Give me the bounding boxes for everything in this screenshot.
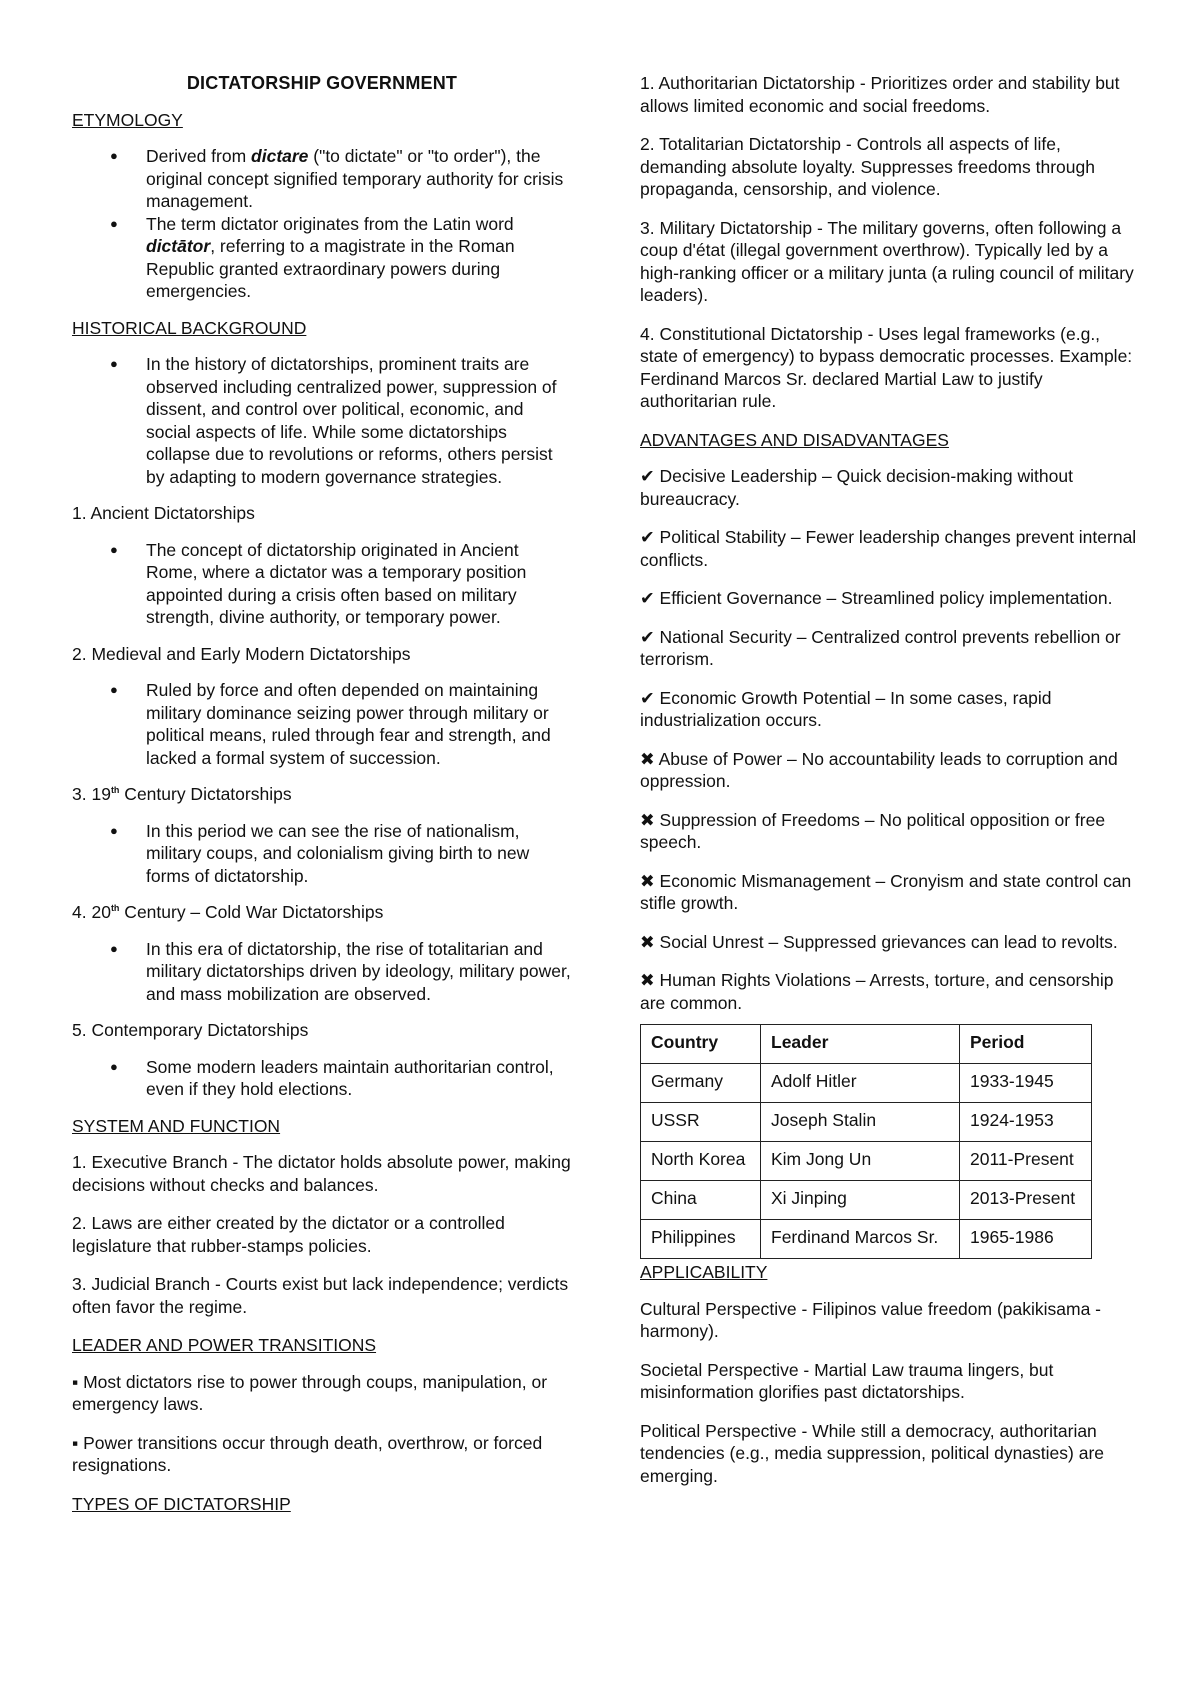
period-list xyxy=(72,679,572,769)
paragraph: 1. Authoritarian Dictatorship - Prioritizes order and stability but allows limited economic and social freedoms. xyxy=(640,73,1120,116)
list-item: ● The concept of dictatorship originated in Ancient Rome, where a dictator was a temporary position appointed during a crisis often based on military strength, divine authority, or temporary power. xyxy=(110,539,527,627)
table-cell: Germany xyxy=(641,1064,761,1103)
left-column xyxy=(72,72,572,1529)
advantage-item: ✔ Efficient Governance – Streamlined policy implementation. xyxy=(640,588,1113,608)
document-title: DICTATORSHIP GOVERNMENT xyxy=(186,73,458,93)
paragraph: Cultural Perspective - Filipinos value freedom (pakikisama - harmony). xyxy=(640,1298,1102,1341)
paragraph: 3. Military Dictatorship - The military governs, often following a coup d'état (illegal government overthrow). Typically led by a high-ranking officer or a military junta (a ruling council of military leaders). xyxy=(640,217,1134,305)
advantage-item: ✔ Economic Growth Potential – In some cases, rapid industrialization occurs. xyxy=(640,687,1052,730)
table-cell: China xyxy=(641,1181,761,1220)
table-row xyxy=(641,1142,1092,1181)
etymology-heading: ETYMOLOGY xyxy=(72,109,183,130)
table-cell: USSR xyxy=(641,1103,761,1142)
table-cell: Xi Jinping xyxy=(761,1181,960,1220)
period-list xyxy=(72,820,572,888)
table-cell: Ferdinand Marcos Sr. xyxy=(761,1220,960,1259)
table-cell: 2013-Present xyxy=(960,1181,1092,1220)
period-list xyxy=(72,539,572,629)
disadvantage-item: ✖ Human Rights Violations – Arrests, torture, and censorship are common. xyxy=(640,970,1114,1013)
bullet-icon: ● xyxy=(110,148,118,163)
table-cell: Joseph Stalin xyxy=(761,1103,960,1142)
advdis-heading: ADVANTAGES AND DISADVANTAGES xyxy=(640,429,949,450)
period-list xyxy=(72,938,572,1006)
bullet-icon: ● xyxy=(110,541,118,557)
period-title: 3. 19th Century Dictatorships xyxy=(72,784,292,804)
leaders-table xyxy=(640,1024,1092,1259)
paragraph: 4. Constitutional Dictatorship - Uses legal frameworks (e.g., state of emergency) to bypass democratic processes. Example: Ferdinand Marcos Sr. declared Martial Law to justify authoritarian rule. xyxy=(640,323,1133,411)
list-item: ● Ruled by force and often depended on maintaining military dominance seizing power through military or political means, ruled through fear and strength, and lacked a formal system of succession. xyxy=(110,680,551,768)
list-item: ● In this period we can see the rise of nationalism, military coups, and colonialism giving birth to new forms of dictatorship. xyxy=(110,820,530,886)
table-cell: 2011-Present xyxy=(960,1142,1092,1181)
period-title: 5. Contemporary Dictatorships xyxy=(72,1020,309,1040)
advantage-item: ✔ Decisive Leadership – Quick decision-making without bureaucracy. xyxy=(640,466,1073,509)
paragraph: 2. Laws are either created by the dictator or a controlled legislature that rubber-stamps policies. xyxy=(72,1213,505,1256)
paragraph: Political Perspective - While still a democracy, authoritarian tendencies (e.g., media suppression, political dynasties) are emerging. xyxy=(640,1420,1104,1486)
period-title: 2. Medieval and Early Modern Dictatorships xyxy=(72,643,411,664)
advantage-item: ✔ Political Stability – Fewer leadership changes prevent internal conflicts. xyxy=(640,527,1137,570)
paragraph: ▪ Power transitions occur through death, overthrow, or forced resignations. xyxy=(72,1432,543,1475)
latin-term: dictātor xyxy=(146,236,211,256)
bullet-icon: ● xyxy=(110,215,118,231)
list-item: ● Some modern leaders maintain authoritarian control, even if they hold elections. xyxy=(110,1056,554,1099)
table-cell: 1933-1945 xyxy=(960,1064,1092,1103)
table-cell: Adolf Hitler xyxy=(761,1064,960,1103)
cross-icon: ✖ xyxy=(640,870,655,891)
latin-term: dictare xyxy=(251,146,309,166)
table-cell: North Korea xyxy=(641,1142,761,1181)
check-icon: ✔ xyxy=(640,466,655,486)
period-list xyxy=(72,1056,572,1101)
system-heading: SYSTEM AND FUNCTION xyxy=(72,1115,281,1136)
types-heading: TYPES OF DICTATORSHIP xyxy=(72,1493,291,1514)
cross-icon: ✖ xyxy=(640,748,655,769)
table-row xyxy=(641,1064,1092,1103)
table-row xyxy=(641,1220,1092,1259)
advantage-item: ✔ National Security – Centralized control prevents rebellion or terrorism. xyxy=(640,626,1121,669)
table-header-row xyxy=(641,1025,1092,1064)
check-icon: ✔ xyxy=(640,527,655,547)
bullet-icon: ● xyxy=(110,1058,118,1074)
paragraph: 1. Executive Branch - The dictator holds absolute power, making decisions without checks and balances. xyxy=(72,1152,571,1195)
cross-icon: ✖ xyxy=(640,931,655,952)
bullet-icon: ● xyxy=(110,356,118,371)
history-heading: HISTORICAL BACKGROUND xyxy=(72,317,307,338)
bullet-icon: ● xyxy=(110,822,118,838)
right-column xyxy=(640,72,1140,1503)
bullet-icon: ● xyxy=(110,682,118,697)
list-item: ● In the history of dictatorships, prominent traits are observed including centralized power, suppression of dissent, and control over political, economic, and social aspects of life. While some dictatorships collapse due to revolutions or reforms, others persist by adapting to modern governance strategies. xyxy=(110,354,557,487)
paragraph: Societal Perspective - Martial Law trauma lingers, but misinformation glorifies past dictatorships. xyxy=(640,1359,1054,1402)
table-cell: 1924-1953 xyxy=(960,1103,1092,1142)
history-intro-list xyxy=(72,353,572,488)
list-item: ● In this era of dictatorship, the rise of totalitarian and military dictatorships driven by ideology, military power, and mass mobilization are observed. xyxy=(110,938,571,1004)
column-header: Period xyxy=(960,1025,1092,1064)
check-icon: ✔ xyxy=(640,588,655,608)
paragraph: ▪ Most dictators rise to power through coups, manipulation, or emergency laws. xyxy=(72,1371,548,1414)
etymology-list xyxy=(72,145,572,303)
applicability-heading: APPLICABILITY xyxy=(640,1262,768,1282)
table-row xyxy=(641,1103,1092,1142)
disadvantage-item: ✖ Abuse of Power – No accountability leads to corruption and oppression. xyxy=(640,748,1118,791)
table-row xyxy=(641,1181,1092,1220)
period-title: 1. Ancient Dictatorships xyxy=(72,503,255,523)
check-icon: ✔ xyxy=(640,687,655,708)
disadvantage-item: ✖ Suppression of Freedoms – No political opposition or free speech. xyxy=(640,809,1106,852)
bullet-icon: ● xyxy=(110,940,118,956)
column-header: Country xyxy=(641,1025,761,1064)
disadvantage-item: ✖ Social Unrest – Suppressed grievances can lead to revolts. xyxy=(640,931,1118,952)
table-cell: Kim Jong Un xyxy=(761,1142,960,1181)
transitions-heading: LEADER AND POWER TRANSITIONS xyxy=(72,1335,377,1355)
disadvantage-item: ✖ Economic Mismanagement – Cronyism and state control can stifle growth. xyxy=(640,870,1132,913)
check-icon: ✔ xyxy=(640,626,655,647)
period-title: 4. 20th Century – Cold War Dictatorships xyxy=(72,902,384,922)
table-cell: Philippines xyxy=(641,1220,761,1259)
column-header: Leader xyxy=(761,1025,960,1064)
cross-icon: ✖ xyxy=(640,970,655,990)
cross-icon: ✖ xyxy=(640,809,655,830)
table-cell: 1965-1986 xyxy=(960,1220,1092,1259)
list-item: ● Derived from dictare ("to dictate" or "to order"), the original concept signified temporary authority for crisis management. xyxy=(110,146,564,211)
list-item: ● The term dictator originates from the Latin word dictātor, referring to a magistrate in the Roman Republic granted extraordinary powers during emergencies. xyxy=(110,213,515,301)
paragraph: 3. Judicial Branch - Courts exist but lack independence; verdicts often favor the regime. xyxy=(72,1274,569,1317)
paragraph: 2. Totalitarian Dictatorship - Controls all aspects of life, demanding absolute loyalty. Suppresses freedoms through propaganda, censorship, and violence. xyxy=(640,134,1095,199)
